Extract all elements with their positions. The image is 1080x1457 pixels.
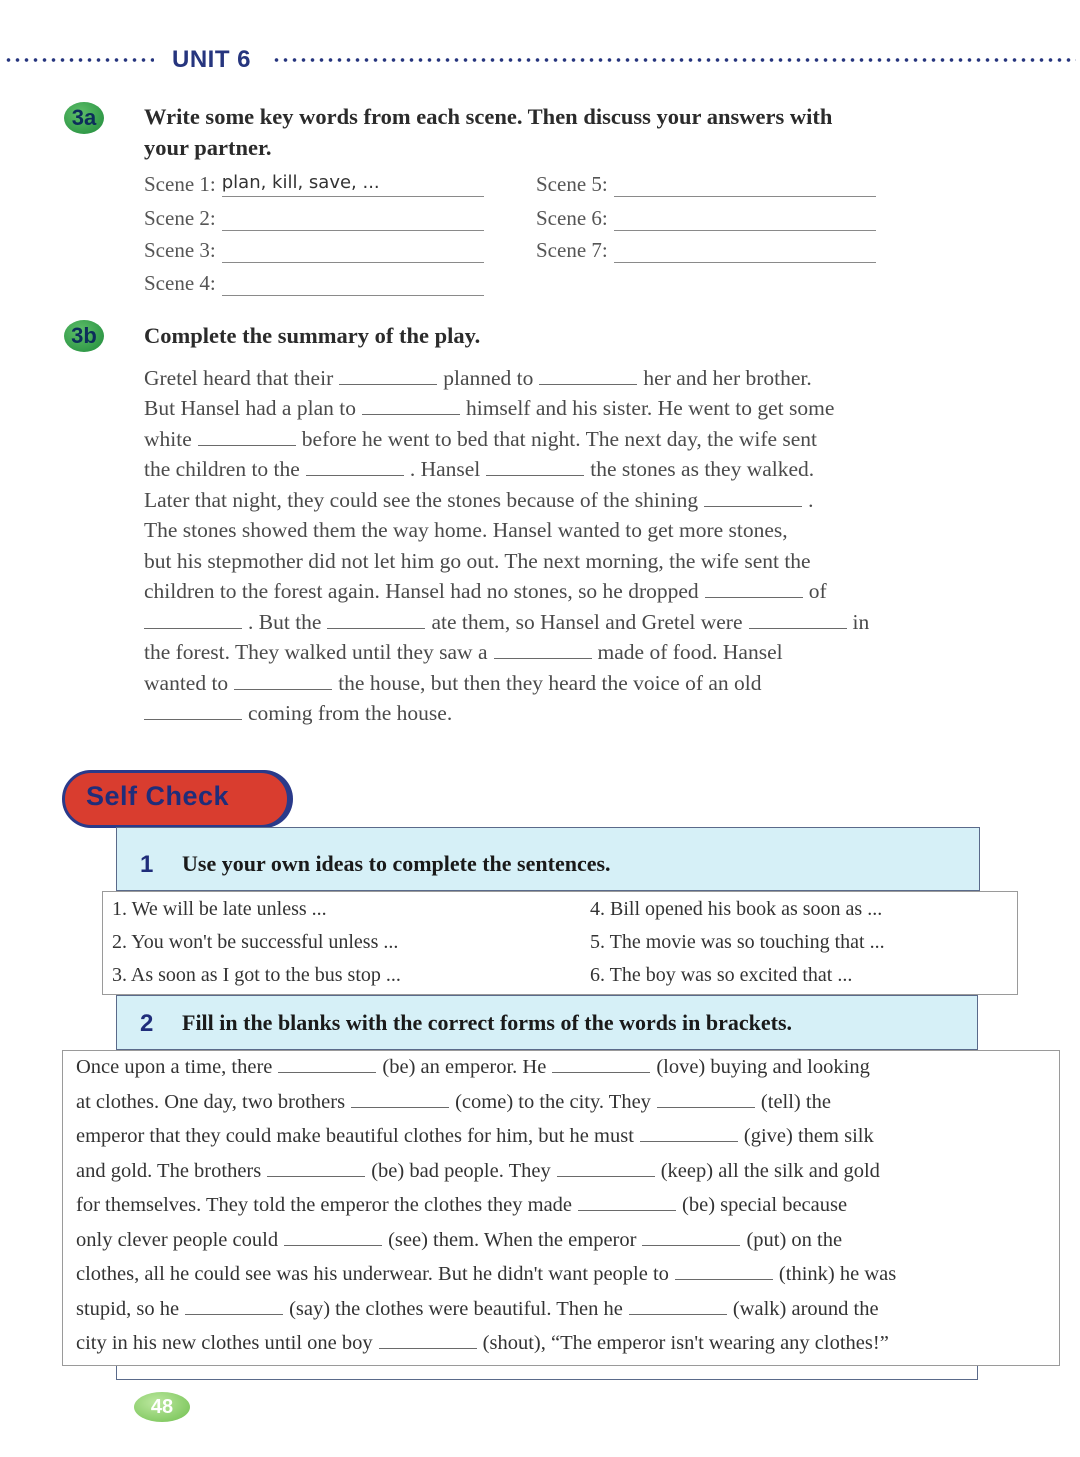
exercise-3a-badge: 3a xyxy=(64,102,104,134)
summary-blank[interactable] xyxy=(327,610,425,629)
summary-blank[interactable] xyxy=(704,488,802,507)
story-blank[interactable] xyxy=(629,1298,727,1315)
header-dots-right xyxy=(272,54,1076,66)
self-check-ex2-bottom-rule xyxy=(116,1366,978,1380)
scene-5: Scene 5: xyxy=(536,172,876,197)
story-blank[interactable] xyxy=(278,1056,376,1073)
story-blank[interactable] xyxy=(267,1160,365,1177)
story-paragraph: Once upon a time, there (be) an emperor. He (love) buying and looking at clothes. One day, two brothers (come) to the city. They (tell) the emperor that they could make beautiful clothes for him, but he must (give) them silk and gold. The brothers (be) bad people. They (keep) all the silk and gold for themselves. They told the emperor the clothes they made (be) special because only clever people could (see) them. When the emperor (put) on the clothes, all he could see was his underwear. But he didn't want people to (think) he was stupid, so he (say) the clothes were beautiful. Then he (walk) around the city in his new clothes until one boy (shout), “The emperor isn't wearing any clothes!” xyxy=(76,1056,897,1354)
scene-3: Scene 3: xyxy=(144,238,484,263)
story-blank[interactable] xyxy=(379,1332,477,1349)
summary-blank[interactable] xyxy=(144,610,242,629)
self-check-ex2-instruction: Fill in the blanks with the correct forms of the words in brackets. xyxy=(182,1010,793,1035)
scene-6-answer[interactable] xyxy=(614,206,876,231)
summary-blank[interactable] xyxy=(198,427,296,446)
summary-paragraph: Gretel heard that their planned to her and her brother. But Hansel had a plan to himself and his sister. He went to get some white before he went to bed that night. The next day, the wife sent the children to the . Hansel the stones as they walked. Later that night, they could see the stones because of the shining . The stones showed them the way home. Hansel wanted to get more stones, but his stepmother did not let him go out. The next morning, the wife sent the children to the forest again. Hansel had no stones, so he dropped of . But the ate them, so Hansel and Gretel were in the forest. They walked until they saw a made of food. Hansel wanted to the house, but then they heard the voice of an old coming from the house. xyxy=(144,366,870,725)
story-blank[interactable] xyxy=(557,1160,655,1177)
scene-5-answer[interactable] xyxy=(614,172,876,197)
self-check-ex1-number: 1 xyxy=(140,851,154,878)
summary-blank[interactable] xyxy=(539,366,637,385)
scene-4-answer[interactable] xyxy=(222,271,484,296)
summary-blank[interactable] xyxy=(306,457,404,476)
unit-title: UNIT 6 xyxy=(172,46,252,73)
page-number: 48 xyxy=(134,1392,190,1422)
story-blank[interactable] xyxy=(642,1229,740,1246)
story-blank[interactable] xyxy=(640,1125,738,1142)
story-blank[interactable] xyxy=(351,1091,449,1108)
sentence-item: 2. You won't be successful unless ... xyxy=(112,931,399,953)
self-check-ex2-number: 2 xyxy=(140,1010,154,1037)
story-blank[interactable] xyxy=(578,1194,676,1211)
scene-3-answer[interactable] xyxy=(222,238,484,263)
self-check-title: Self Check xyxy=(86,781,230,811)
scene-6: Scene 6: xyxy=(536,206,876,231)
story-blank[interactable] xyxy=(284,1229,382,1246)
scene-2: Scene 2: xyxy=(144,206,484,231)
summary-blank[interactable] xyxy=(705,579,803,598)
summary-blank[interactable] xyxy=(749,610,847,629)
exercise-3b-badge: 3b xyxy=(64,320,104,352)
scene-2-answer[interactable] xyxy=(222,206,484,231)
summary-blank[interactable] xyxy=(339,366,437,385)
summary-blank[interactable] xyxy=(494,640,592,659)
story-blank[interactable] xyxy=(552,1056,650,1073)
scene-1-answer[interactable]: plan, kill, save, ... xyxy=(222,172,484,197)
exercise-3b-instruction: Complete the summary of the play. xyxy=(144,323,481,348)
scene-4: Scene 4: xyxy=(144,271,484,296)
header-dots-left xyxy=(4,54,154,66)
sentence-item: 1. We will be late unless ... xyxy=(112,898,327,920)
scene-7: Scene 7: xyxy=(536,238,876,263)
summary-blank[interactable] xyxy=(234,671,332,690)
sentence-item: 6. The boy was so excited that ... xyxy=(590,964,853,986)
summary-blank[interactable] xyxy=(486,457,584,476)
summary-blank[interactable] xyxy=(144,701,242,720)
story-blank[interactable] xyxy=(675,1263,773,1280)
sentence-item: 5. The movie was so touching that ... xyxy=(590,931,885,953)
story-blank[interactable] xyxy=(657,1091,755,1108)
scene-1: Scene 1: plan, kill, save, ... xyxy=(144,172,484,197)
self-check-ex1-instruction: Use your own ideas to complete the sentences. xyxy=(182,851,611,876)
story-blank[interactable] xyxy=(185,1298,283,1315)
scene-7-answer[interactable] xyxy=(614,238,876,263)
sentence-item: 3. As soon as I got to the bus stop ... xyxy=(112,964,401,986)
sentence-item: 4. Bill opened his book as soon as ... xyxy=(590,898,883,920)
summary-blank[interactable] xyxy=(362,396,460,415)
exercise-3a-instruction: Write some key words from each scene. Then discuss your answers with your partner. xyxy=(144,104,833,160)
